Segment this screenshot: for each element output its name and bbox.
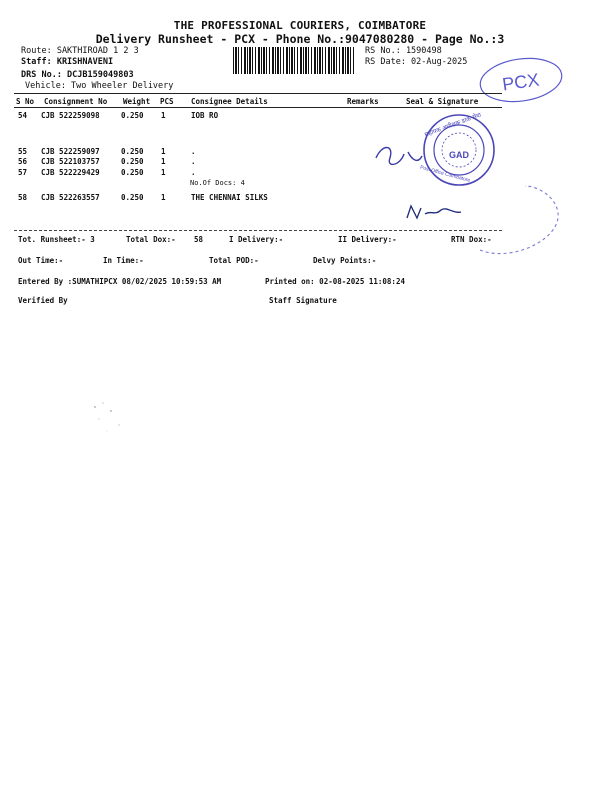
verified-by: Verified By: [18, 296, 68, 305]
row-weight: 0.250: [121, 193, 144, 202]
row-consignee: .: [191, 168, 196, 177]
table-header-rule: [14, 107, 502, 108]
row-sno: 58: [18, 193, 28, 202]
row-consignee: THE CHENNAI SILKS: [191, 193, 268, 202]
row-sno: 55: [18, 147, 28, 156]
signature-scribble: [372, 138, 432, 174]
route-label: Route: SAKTHIROAD 1 2 3: [21, 46, 139, 56]
col-pcs: PCS: [160, 97, 174, 106]
staff-signature: Staff Signature: [269, 296, 337, 305]
row-sno: 57: [18, 168, 28, 177]
row-consignment: CJB 522103757: [41, 157, 100, 166]
row-weight: 0.250: [121, 111, 144, 120]
row-consignee: IOB RO: [191, 111, 219, 120]
rs-number: RS No.: 1590498: [365, 46, 442, 56]
ii-delivery: II Delivery:-: [338, 235, 397, 244]
totals-rule: [14, 230, 502, 231]
i-delivery: I Delivery:-: [229, 235, 284, 244]
col-consignment: Consignment No: [44, 97, 108, 106]
seal-center-text: GAD: [449, 150, 469, 160]
row-weight: 0.250: [121, 157, 144, 166]
drs-number: DRS No.: DCJB159049803: [21, 70, 134, 80]
delivery-signature: [405, 200, 465, 224]
col-seal: Seal & Signature: [406, 97, 479, 106]
col-remarks: Remarks: [347, 97, 379, 106]
row-consignee: .: [191, 157, 196, 166]
entered-by: Entered By :SUMATHIPCX 08/02/2025 10:59:53 AM: [18, 277, 222, 286]
staff-label: Staff: KRISHNAVENI: [21, 57, 114, 67]
tot-runsheet: Tot. Runsheet:- 3: [18, 235, 95, 244]
printed-on: Printed on: 02-08-2025 11:08:24: [265, 277, 405, 286]
row-consignment: CJB 522259097: [41, 147, 100, 156]
seal-top-text: सहायक अधीक्षक डाक सेवा: [423, 112, 483, 139]
col-sno: S No: [16, 97, 35, 106]
row-pcs: 1: [161, 147, 166, 156]
out-time: Out Time:-: [18, 256, 64, 265]
row-pcs: 1: [161, 193, 166, 202]
faint-stamp-arc: [470, 180, 565, 262]
seal-bottom-text: Post Office Coimbatore: [419, 164, 471, 184]
vehicle-label: Vehicle: Two Wheeler Delivery: [25, 81, 174, 91]
scan-speckle: [85, 395, 145, 445]
row-consignee: .: [191, 147, 196, 156]
pcx-stamp-text: PCX: [501, 69, 541, 95]
barcode-image: [233, 47, 356, 74]
row-consignment: CJB 522263557: [41, 193, 100, 202]
row-pcs: 1: [161, 157, 166, 166]
in-time: In Time:-: [103, 256, 144, 265]
rtn-dox: RTN Dox:-: [451, 235, 492, 244]
row-weight: 0.250: [121, 147, 144, 156]
row-consignment: CJB 522229429: [41, 168, 100, 177]
row-pcs: 1: [161, 111, 166, 120]
row-pcs: 1: [161, 168, 166, 177]
no-of-docs: No.Of Docs: 4: [190, 179, 245, 187]
row-sno: 56: [18, 157, 28, 166]
col-weight: Weight: [123, 97, 151, 106]
row-weight: 0.250: [121, 168, 144, 177]
delvy-points: Delvy Points:-: [313, 256, 377, 265]
row-consignment: CJB 522259098: [41, 111, 100, 120]
total-dox-label: Total Dox:-: [126, 235, 176, 244]
pcx-stamp: [476, 55, 566, 105]
total-dox-value: 58: [194, 235, 204, 244]
row-sno: 54: [18, 111, 28, 120]
runsheet-subtitle: Delivery Runsheet - PCX - Phone No.:9047080280 - Page No.:3: [95, 32, 505, 46]
company-title: THE PROFESSIONAL COURIERS, COIMBATORE: [173, 19, 427, 32]
total-pod: Total POD:-: [209, 256, 259, 265]
col-consignee: Consignee Details: [191, 97, 268, 106]
rs-date: RS Date: 02-Aug-2025: [365, 57, 468, 67]
table-top-rule: [14, 93, 502, 94]
